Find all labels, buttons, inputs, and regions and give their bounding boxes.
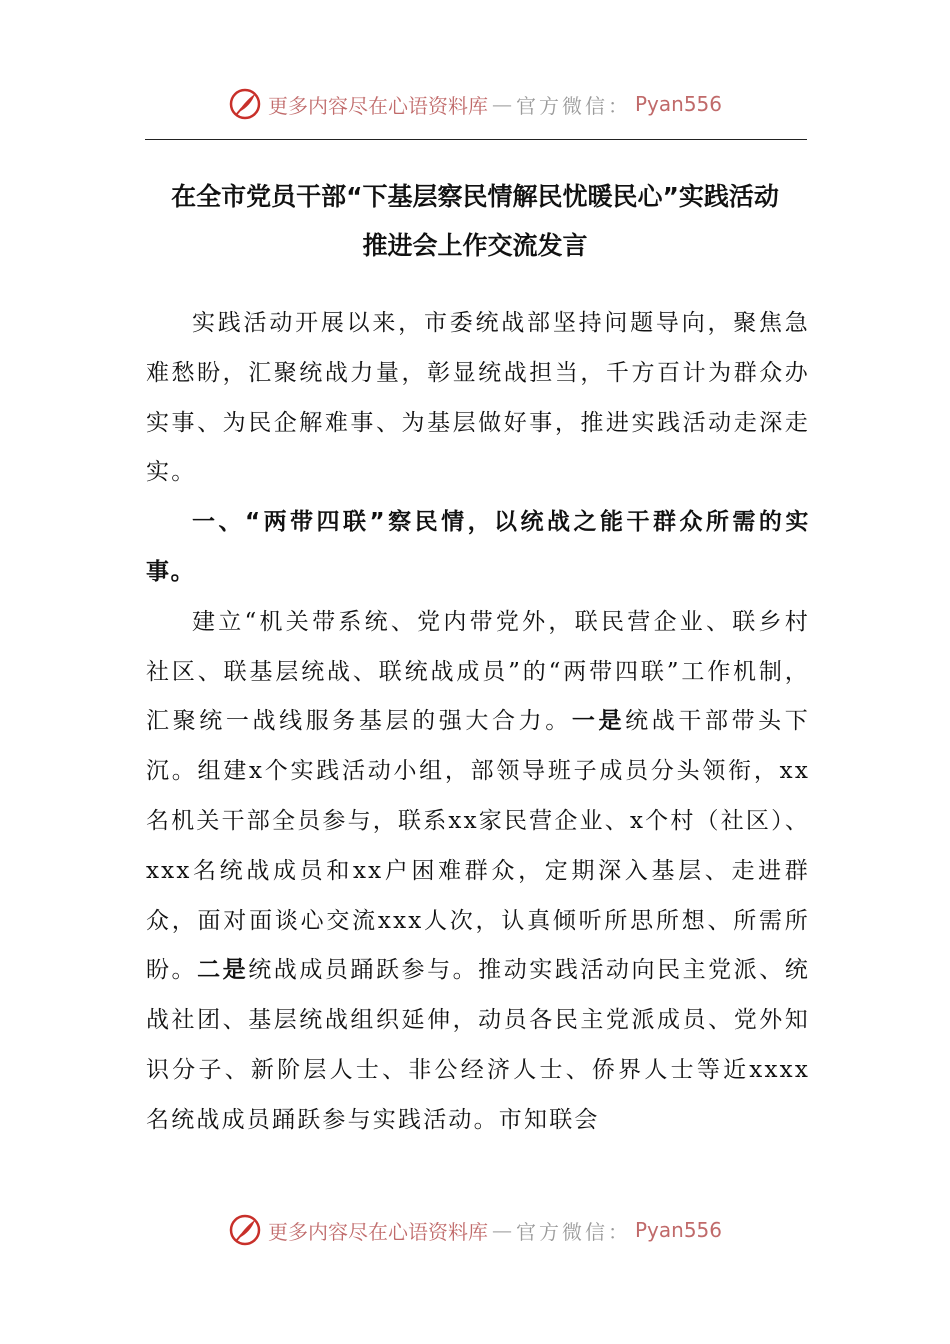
- banner-wechat-label: 官方微信：: [515, 1219, 631, 1244]
- paragraph-2-intro: 建立“机关带系统、党内带党外，联民营企业、联乡村社区、联基层统战、联统战成员”的“两带四联”工作机制，汇聚统一战线服务基层的强大合力。: [146, 608, 810, 735]
- point-two-text: 统战成员踊跃参与。推动实践活动向民主党派、统战社团、基层统战组织延伸，动员各民主党派成员、党外知识分子、新阶层人士、非公经济人士、侨界人士等近xxxx名统战成员踊跃参与实践活动。市知联会: [146, 957, 810, 1133]
- point-one-text: 统战干部带头下沉。组建x个实践活动小组，部领导班子成员分头领衔，xx名机关干部全员参与，联系xx家民营企业、x个村（社区）、xxx名统战成员和xx户困难群众，定期深入基层、走进群众，面对面谈心交流xxx人次，认真倾听所思所想、所需所盼。: [146, 708, 811, 984]
- document-title-line2: 推进会上作交流发言: [362, 231, 588, 260]
- point-two-label: 二是: [197, 957, 249, 984]
- banner-brand-text: 更多内容尽在心语资料库: [267, 1219, 488, 1244]
- feather-pen-logo-icon: [228, 87, 262, 121]
- banner-wechat-id: Pyan556: [634, 92, 722, 116]
- document-title-line1: 在全市党员干部“下基层察民情解民忧暖民心”实践活动: [171, 182, 779, 211]
- footer-watermark-banner: [0, 1210, 950, 1250]
- body-paragraph-1: 实践活动开展以来，市委统战部坚持问题导向，聚焦急难愁盼，汇聚统战力量，彰显统战担当，千方百计为群众办实事、为民企解难事、为基层做好事，推进实践活动走深走实。: [146, 310, 810, 486]
- banner-separator: —: [491, 92, 512, 116]
- document-body: [146, 299, 810, 1146]
- section-heading-1: 一、“两带四联”察民情，以统战之能干群众所需的实事。: [146, 509, 810, 585]
- feather-pen-logo-icon: [228, 1213, 262, 1247]
- header-divider: [145, 139, 807, 140]
- banner-wechat-label: 官方微信：: [515, 93, 631, 118]
- banner-wechat-id: Pyan556: [634, 1218, 722, 1242]
- banner-brand-text: 更多内容尽在心语资料库: [267, 93, 488, 118]
- point-one-label: 一是: [571, 708, 626, 735]
- banner-separator: —: [491, 1218, 512, 1242]
- body-paragraph-2: [146, 598, 810, 1146]
- header-watermark-banner: [0, 84, 950, 124]
